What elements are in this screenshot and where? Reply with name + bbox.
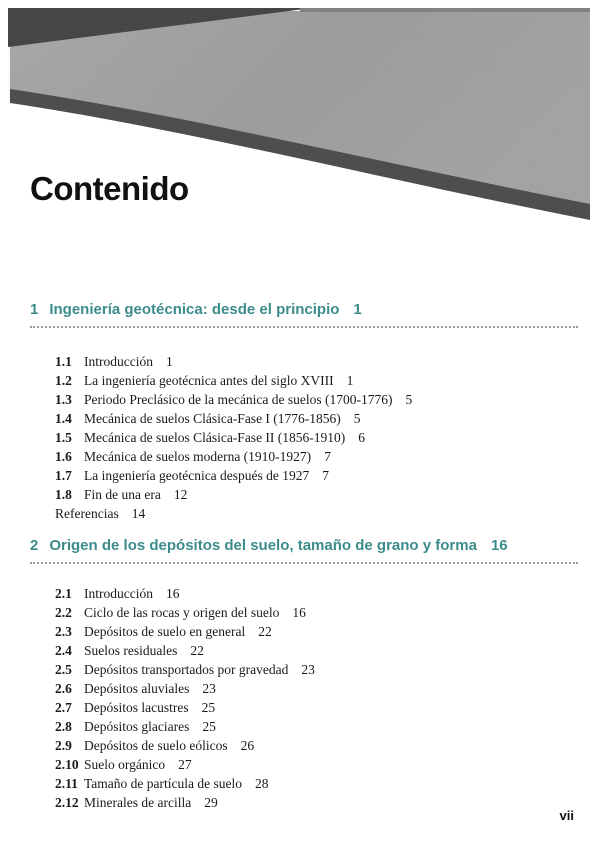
- toc-entry: [55, 622, 578, 641]
- toc-entry: [55, 679, 578, 698]
- toc-entry: [55, 428, 578, 447]
- references-label: Referencias: [55, 506, 119, 521]
- toc-entry: [55, 485, 578, 504]
- section-title: Depósitos transportados por gravedad: [84, 662, 289, 677]
- page-title: Contenido: [30, 170, 189, 207]
- section-number: 2.6: [55, 681, 72, 696]
- section-number: 2.7: [55, 700, 72, 715]
- section-number: 1.8: [55, 487, 72, 502]
- section-title: Introducción: [84, 354, 153, 369]
- section-title: Depósitos glaciares: [84, 719, 190, 734]
- section-page: 25: [202, 719, 216, 734]
- section-number: 2.9: [55, 738, 72, 753]
- chapter-page-number: 1: [353, 301, 362, 318]
- toc-entry: [55, 409, 578, 428]
- section-page: 25: [201, 700, 216, 715]
- section-page: 28: [255, 776, 269, 791]
- toc-entry: [55, 755, 578, 774]
- section-number: 1.7: [55, 468, 72, 483]
- section-number: 2.12: [55, 795, 79, 810]
- section-title: Periodo Preclásico de la mecánica de suelos (1700-1776): [84, 392, 393, 407]
- section-number: 1.6: [55, 449, 72, 464]
- chapter-title: Origen de los depósitos del suelo, tamaño de grano y forma: [49, 537, 477, 554]
- section-title: Mecánica de suelos Clásica-Fase II (1856-1910): [84, 430, 346, 445]
- section-page: 1: [346, 373, 354, 388]
- section-page: 7: [324, 449, 331, 464]
- section-title: Suelo orgánico: [84, 757, 166, 772]
- section-title: Mecánica de suelos Clásica-Fase I (1776-1856): [84, 411, 341, 426]
- section-title: Suelos residuales: [84, 643, 178, 658]
- chapter-number: 1: [30, 301, 39, 318]
- section-number: 1.2: [55, 373, 72, 388]
- section-number: 2.5: [55, 662, 72, 677]
- chapter-1-sections: [55, 352, 578, 523]
- section-page: 26: [240, 738, 255, 753]
- section-title: Tamaño de partícula de suelo: [84, 776, 242, 791]
- section-page: 5: [405, 392, 413, 407]
- toc-entry: [55, 736, 578, 755]
- section-title: La ingeniería geotécnica después de 1927: [84, 468, 310, 483]
- section-page: 5: [353, 411, 361, 426]
- section-title: Introducción: [84, 586, 153, 601]
- chapter-1-heading: [30, 301, 578, 328]
- toc-entry: [55, 584, 578, 603]
- section-title: Ciclo de las rocas y origen del suelo: [84, 605, 280, 620]
- toc-entry: [55, 660, 578, 679]
- toc-entry: [55, 390, 578, 409]
- chapter-title: Ingeniería geotécnica: desde el principio: [49, 301, 340, 318]
- section-page: 23: [202, 681, 216, 696]
- section-page: 12: [173, 487, 188, 502]
- page-number: vii: [559, 808, 574, 823]
- toc-entry: [55, 371, 578, 390]
- chapter-1: [30, 301, 578, 523]
- chapter-number: 2: [30, 537, 39, 554]
- section-title: La ingeniería geotécnica antes del siglo XVIII: [84, 373, 334, 388]
- toc-entry: [55, 447, 578, 466]
- section-page: 29: [204, 795, 218, 810]
- section-page: 22: [190, 643, 204, 658]
- chapter-2-sections: [55, 584, 578, 812]
- toc-entry: [55, 793, 578, 812]
- toc-entry-references: [55, 504, 578, 523]
- section-number: 1.5: [55, 430, 72, 445]
- section-number: 2.4: [55, 643, 72, 658]
- section-number: 2.10: [55, 757, 79, 772]
- chapter-2: [30, 537, 578, 812]
- section-number: 2.2: [55, 605, 72, 620]
- section-number: 2.8: [55, 719, 72, 734]
- section-page: 1: [165, 354, 173, 369]
- chapter-2-heading: [30, 537, 578, 564]
- section-page: 27: [178, 757, 192, 772]
- section-title: Depósitos aluviales: [84, 681, 190, 696]
- section-page: 6: [358, 430, 366, 445]
- toc-entry: [55, 641, 578, 660]
- section-number: 2.1: [55, 586, 72, 601]
- toc-content: [30, 301, 578, 812]
- section-page: 22: [258, 624, 272, 639]
- toc-entry: [55, 717, 578, 736]
- toc-entry: [55, 352, 578, 371]
- section-number: 2.11: [55, 776, 78, 791]
- section-title: Minerales de arcilla: [84, 795, 192, 810]
- section-number: 2.3: [55, 624, 72, 639]
- toc-entry: [55, 466, 578, 485]
- section-title: Depósitos de suelo eólicos: [84, 738, 228, 753]
- section-number: 1.1: [55, 354, 72, 369]
- section-number: 1.3: [55, 392, 72, 407]
- section-title: Mecánica de suelos moderna (1910-1927): [84, 449, 312, 464]
- chapter-page-number: 16: [490, 537, 508, 554]
- section-page: 16: [165, 586, 180, 601]
- section-page: 7: [322, 468, 330, 483]
- section-page: 23: [301, 662, 315, 677]
- section-page: 16: [292, 605, 306, 620]
- toc-entry: [55, 698, 578, 717]
- references-page: 14: [131, 506, 146, 521]
- toc-entry: [55, 774, 578, 793]
- section-number: 1.4: [55, 411, 72, 426]
- section-title: Fin de una era: [84, 487, 161, 502]
- section-title: Depósitos de suelo en general: [84, 624, 246, 639]
- toc-entry: [55, 603, 578, 622]
- section-title: Depósitos lacustres: [84, 700, 189, 715]
